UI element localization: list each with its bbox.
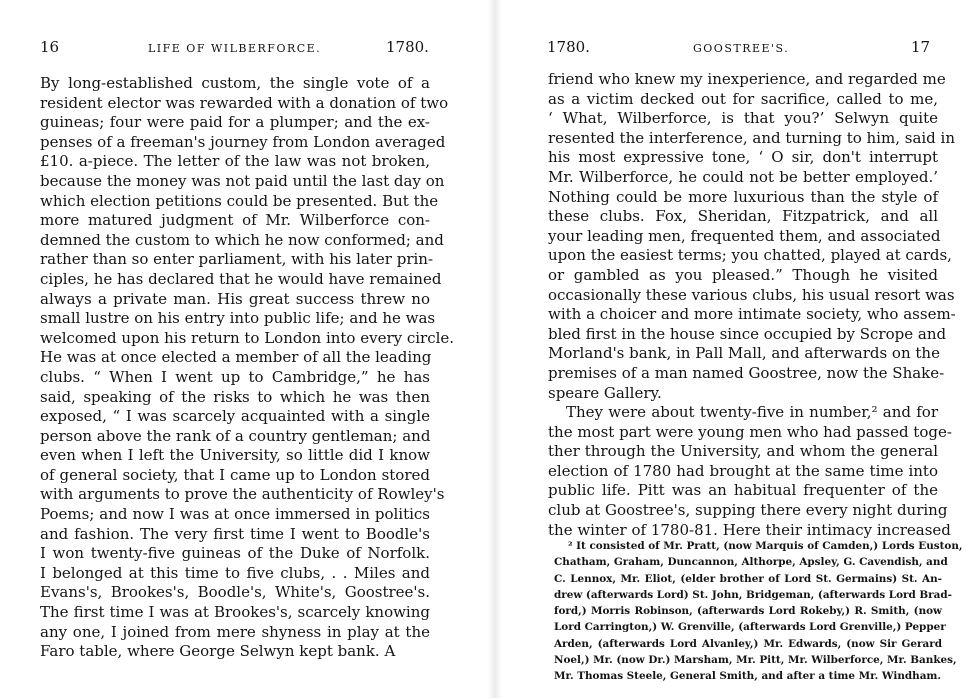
text-line: I belonged at this time to five clubs, . . Miles and xyxy=(40,563,430,582)
text-line: ciples, he has declared that he would have remained xyxy=(40,269,442,288)
text-line: Poems; and now I was at once immersed in politics xyxy=(40,505,430,524)
text-line: resented the interference, and turning to him, said in xyxy=(548,128,956,147)
text-line: these clubs. Fox, Sheridan, Fitzpatrick, and all xyxy=(548,207,938,226)
footnote-line: Arden, (afterwards Lord Alvanley,) Mr. Edwards, (now Sir Gerard xyxy=(554,637,942,650)
text-line: election of 1780 had brought at the same time into xyxy=(548,461,938,480)
footnote-line: C. Lennox, Mr. Eliot, (elder brother of Lord St. Germains) St. An- xyxy=(554,572,942,585)
text-line: Morland's bank, in Pall Mall, and afterwards on the xyxy=(548,344,940,363)
text-line: Nothing could be more luxurious than the style of xyxy=(548,187,938,206)
text-line: ther through the University, and whom the general xyxy=(548,442,938,461)
text-line: rather than so enter parliament, with his later prin- xyxy=(40,250,434,269)
text-line: person above the rank of a country gentleman; and xyxy=(40,426,431,445)
text-line: his most expressive tone, ‘ O sir, don't interrupt xyxy=(548,148,938,167)
text-line: clubs. “ When I went up to Cambridge,” he has xyxy=(40,367,430,386)
left-page-number: 16 xyxy=(40,38,60,56)
right-running-title: GOOSTREE'S. xyxy=(693,42,790,55)
footnote-line: drew (afterwards Lord) St. John, Bridgeman, (afterwards Lord Brad- xyxy=(554,588,952,601)
footnote-line: Noel,) Mr. (now Dr.) Marsham, Mr. Pitt, Mr. Wilberforce, Mr. Bankes, xyxy=(554,654,957,667)
text-line: with arguments to prove the authenticity of Rowley's xyxy=(40,485,445,504)
left-page xyxy=(0,0,470,698)
text-line: always a private man. His great success threw no xyxy=(40,289,430,308)
text-line: £10. a-piece. The letter of the law was not broken, xyxy=(40,152,430,171)
text-line: public life. Pitt was an habitual frequenter of the xyxy=(548,481,938,500)
footnote-line: ford,) Morris Robinson, (afterwards Lord Rokeby,) R. Smith, (now xyxy=(554,605,942,618)
text-line: The first time I was at Brookes's, scarcely knowing xyxy=(40,603,430,622)
text-line: Faro table, where George Selwyn kept bank. A xyxy=(40,642,396,661)
text-line: Evans's, Brookes's, Boodle's, White's, Goostree's. xyxy=(40,583,430,602)
text-line: penses of a freeman's journey from London averaged xyxy=(40,132,446,151)
text-line: said, speaking of the risks to which he was then xyxy=(40,387,430,406)
text-line: with a choicer and more intimate society, who assem- xyxy=(548,305,956,324)
text-line: guineas; four were paid for a plumper; and the ex- xyxy=(40,113,430,132)
text-line: resident elector was rewarded with a donation of two xyxy=(40,93,449,112)
text-line: I won twenty-five guineas of the Duke of Norfolk. xyxy=(40,544,430,563)
text-line: and fashion. The very first time I went to Boodle's xyxy=(40,524,430,543)
text-line: which election petitions could be presented. But the xyxy=(40,191,439,210)
text-line: Mr. Wilberforce, he could not be better employed.’ xyxy=(548,167,938,186)
left-year: 1780. xyxy=(386,38,429,56)
text-line: bled first in the house since occupied by Scrope and xyxy=(548,324,947,343)
footnote-line: ² It consisted of Mr. Pratt, (now Marquis of Camden,) Lords Euston, xyxy=(568,540,963,552)
text-line: demned the custom to which he now conformed; and xyxy=(40,230,444,249)
text-line: He was at once elected a member of all the leading xyxy=(40,348,432,367)
text-line: speare Gallery. xyxy=(548,383,662,402)
text-line: or gambled as you pleased.” Though he visited xyxy=(548,265,938,284)
text-line: more matured judgment of Mr. Wilberforce con- xyxy=(40,211,430,230)
text-line: welcomed upon his return to London into every circle. xyxy=(40,328,455,347)
right-page-number: 17 xyxy=(911,38,931,56)
text-line: They were about twenty-five in number,² and for xyxy=(566,403,938,422)
text-line: even when I left the University, so little did I know xyxy=(40,446,430,465)
text-line: small lustre on his entry into public life; and he was xyxy=(40,309,436,328)
text-line: friend who knew my inexperience, and regarded me xyxy=(548,70,946,88)
footnote-line: Chatham, Graham, Duncannon, Althorpe, Apsley, G. Cavendish, and xyxy=(554,556,948,569)
text-line: upon the easiest terms; you chatted, played at cards, xyxy=(548,246,952,265)
right-page xyxy=(520,0,980,698)
footnote-line: Lord Carrington,) W. Grenville, (afterwards Lord Grenville,) Pepper xyxy=(554,621,946,634)
left-running-title: LIFE OF WILBERFORCE. xyxy=(148,42,322,55)
right-year: 1780. xyxy=(547,38,590,56)
text-line: because the money was not paid until the last day on xyxy=(40,171,445,190)
text-line: the winter of 1780-81. Here their intimacy increased xyxy=(548,520,951,539)
text-line: ‘ What, Wilberforce, is that you?’ Selwyn quite xyxy=(548,109,938,128)
text-line: any one, I joined from mere shyness in play at the xyxy=(40,622,430,641)
text-line: By long-established custom, the single vote of a xyxy=(40,74,430,92)
text-line: occasionally these various clubs, his usual resort was xyxy=(548,285,955,304)
text-line: premises of a man named Goostree, now the Shake- xyxy=(548,363,945,382)
footnote xyxy=(554,538,963,685)
text-line: as a victim decked out for sacrifice, called to me, xyxy=(548,89,938,108)
text-line: club at Goostree's, supping there every night during xyxy=(548,501,948,520)
footnote-line: Mr. Thomas Steele, General Smith, and after a time Mr. Windham. xyxy=(554,670,942,683)
text-line: of general society, that I came up to London stored xyxy=(40,465,430,484)
right-body-text xyxy=(548,70,956,540)
book-gutter xyxy=(488,0,502,698)
text-line: exposed, “ I was scarcely acquainted with a single xyxy=(40,407,430,426)
text-line: your leading men, frequented them, and associated xyxy=(548,226,941,245)
left-body-text xyxy=(40,74,455,662)
text-line: the most part were young men who had passed toge- xyxy=(548,422,952,441)
